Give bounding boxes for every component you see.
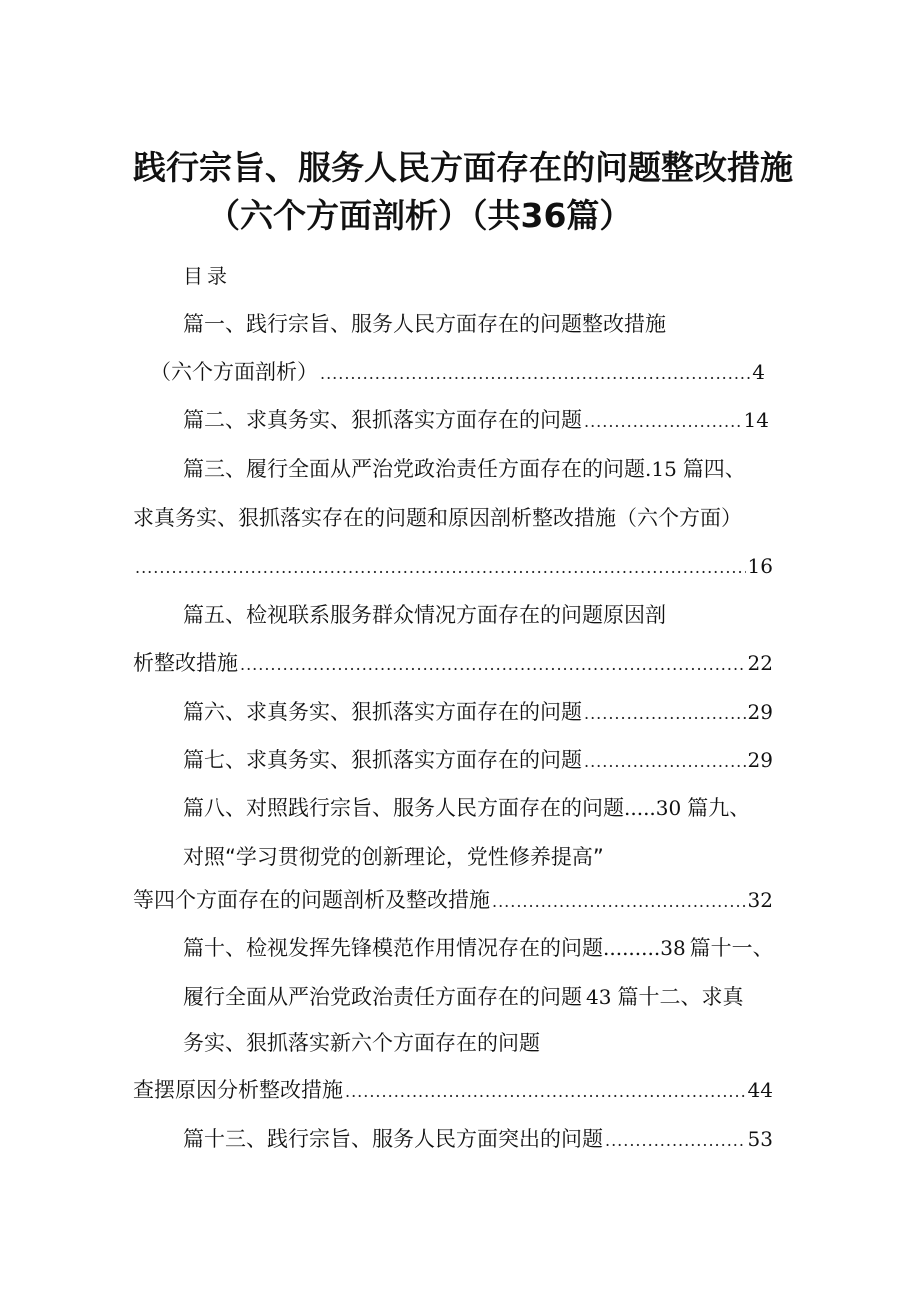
toc-entry[interactable] (183, 793, 823, 823)
toc-page-number: 29 (747, 700, 773, 724)
toc-entry-text: 求真务实、狠抓落实存在的问题和原因剖析整改措施（六个方面） (133, 506, 742, 530)
toc-entry[interactable] (133, 551, 773, 581)
toc-leader-dots (240, 650, 746, 678)
toc-entry[interactable] (133, 1075, 773, 1105)
toc-entry[interactable] (133, 648, 773, 678)
toc-page-number: 22 (747, 651, 773, 675)
toc-entry[interactable] (183, 454, 823, 484)
toc-entry-text: 务实、狠抓落实新六个方面存在的问题 (183, 1031, 540, 1055)
toc-entry-text: 篇十一、 (689, 936, 774, 960)
toc-entry[interactable] (183, 600, 743, 630)
toc-entry[interactable] (133, 503, 823, 533)
toc-entry-text: 对照“学习贯彻党的创新理论，党性修养提高” (183, 845, 604, 869)
toc-entry[interactable] (183, 309, 743, 339)
toc-page-number: .........38 (603, 936, 686, 960)
toc-page-number: 4 (752, 360, 765, 384)
toc-leader-dots (135, 553, 746, 581)
toc-entry-text: 查摆原因分析整改措施 (133, 1078, 343, 1102)
toc-entry[interactable] (183, 745, 773, 775)
toc-page-number: 14 (743, 408, 769, 432)
toc-page-number: 43 (586, 985, 612, 1009)
toc-page-number: .15 (645, 457, 677, 481)
toc-entry[interactable] (183, 982, 823, 1012)
toc-entry[interactable] (183, 933, 828, 963)
toc-entry[interactable] (183, 1124, 773, 1154)
document-title-line-1: 践行宗旨、服务人民方面存在的问题整改措施 (133, 148, 793, 187)
toc-entry-text: 等四个方面存在的问题剖析及整改措施 (133, 888, 490, 912)
toc-entry[interactable] (183, 1028, 743, 1058)
toc-entry-text: 篇十、检视发挥先锋模范作用情况存在的问题 (183, 936, 603, 960)
toc-entry-text: 篇十二、求真 (617, 985, 744, 1009)
toc-page-number: 44 (747, 1078, 773, 1102)
toc-page-number: .....30 (624, 796, 682, 820)
toc-page-number: 29 (747, 748, 773, 772)
toc-entry-text: 篇十三、践行宗旨、服务人民方面突出的问题 (183, 1127, 603, 1151)
toc-entry-text: 篇八、对照践行宗旨、服务人民方面存在的问题 (183, 796, 624, 820)
toc-entry-text: 篇七、求真务实、狠抓落实方面存在的问题 (183, 748, 582, 772)
toc-leader-dots (605, 1126, 746, 1154)
toc-entry[interactable] (183, 842, 743, 872)
toc-entry-text: 履行全面从严治党政治责任方面存在的问题 (183, 985, 582, 1009)
toc-entry-text: 篇九、 (687, 796, 751, 820)
toc-entry-text: 篇二、求真务实、狠抓落实方面存在的问题 (183, 408, 582, 432)
toc-leader-dots (584, 747, 746, 775)
toc-entry-text: （六个方面剖析） (150, 360, 318, 384)
toc-entry-text: 篇一、践行宗旨、服务人民方面存在的问题整改措施 (183, 312, 666, 336)
toc-entry-text: 篇三、履行全面从严治党政治责任方面存在的问题 (183, 457, 645, 481)
toc-entry[interactable] (183, 697, 773, 727)
toc-leader-dots (492, 887, 746, 915)
toc-page-number: 53 (747, 1127, 773, 1151)
toc-leader-dots (584, 407, 742, 435)
toc-leader-dots (584, 699, 746, 727)
toc-page-number: 16 (747, 554, 773, 578)
toc-heading: 目录 (183, 264, 231, 288)
toc-entry-text: 析整改措施 (133, 651, 238, 675)
toc-entry-text: 篇五、检视联系服务群众情况方面存在的问题原因剖 (183, 603, 666, 627)
toc-entry-text: 篇六、求真务实、狠抓落实方面存在的问题 (183, 700, 582, 724)
toc-entry[interactable] (133, 885, 773, 915)
toc-entry[interactable] (150, 357, 765, 387)
toc-page-number: 32 (747, 888, 773, 912)
toc-leader-dots (320, 359, 750, 387)
toc-entry-text: 篇四、 (682, 457, 746, 481)
toc-entry[interactable] (183, 405, 769, 435)
document-title-line-2: （六个方面剖析）（共36篇） (207, 196, 633, 235)
toc-leader-dots (345, 1077, 746, 1105)
